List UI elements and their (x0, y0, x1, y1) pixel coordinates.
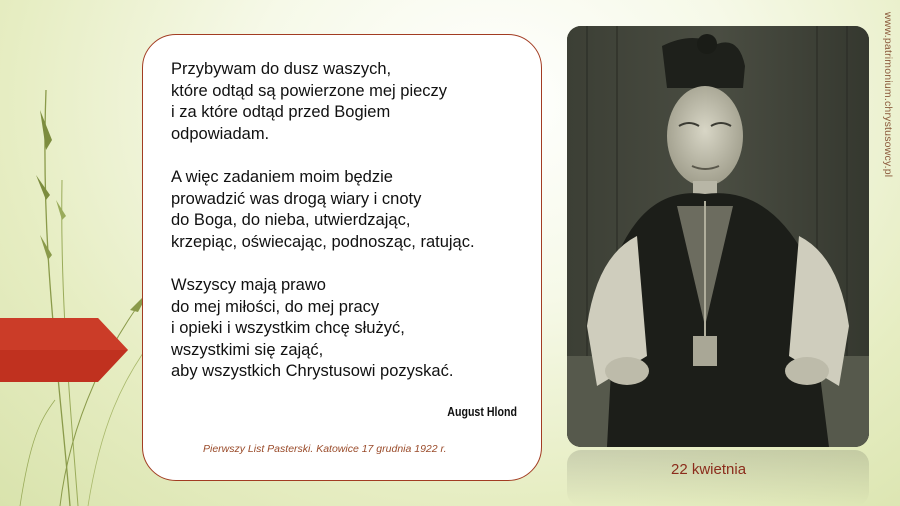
quote-line: Wszyscy mają prawo (171, 276, 326, 294)
arrow-pointer (0, 318, 128, 382)
quote-stanza (171, 59, 541, 145)
quote-line: Przybywam do dusz waszych, (171, 60, 392, 78)
quote-line: i za które odtąd przed Bogiem (171, 103, 391, 121)
quote-line: do mej miłości, do mej pracy (171, 297, 380, 316)
quote-source: Pierwszy List Pasterski. Katowice 17 grudnia 1922 r. (203, 443, 447, 455)
quote-line: i opieki i wszystkim chcę służyć, (171, 319, 405, 337)
portrait-reflection (567, 450, 869, 506)
quote-line: które odtąd są powierzone mej pieczy (171, 81, 448, 100)
quote-line: krzepiąc, oświecając, podnosząc, ratując. (171, 232, 475, 251)
quote-stanza (171, 275, 541, 383)
quote-line: wszystkimi się zająć, (171, 340, 324, 359)
website-url: www.patrimonium.chrystusowcy.pl (882, 12, 894, 178)
date-label: 22 kwietnia (671, 461, 747, 478)
quote-line: odpowiadam. (171, 124, 270, 143)
quote-stanza (171, 167, 541, 253)
quote-box (142, 34, 542, 481)
portrait-photo (567, 26, 869, 447)
quote-author: August Hlond (447, 405, 517, 419)
quote-line: prowadzić was drogą wiary i cnoty (171, 189, 422, 208)
quote-line: aby wszystkich Chrystusowi pozyskać. (171, 362, 454, 380)
quote-line: A więc zadaniem moim będzie (171, 168, 393, 186)
portrait-illustration (567, 26, 869, 447)
quote-line: do Boga, do nieba, utwierdzając, (171, 211, 411, 229)
